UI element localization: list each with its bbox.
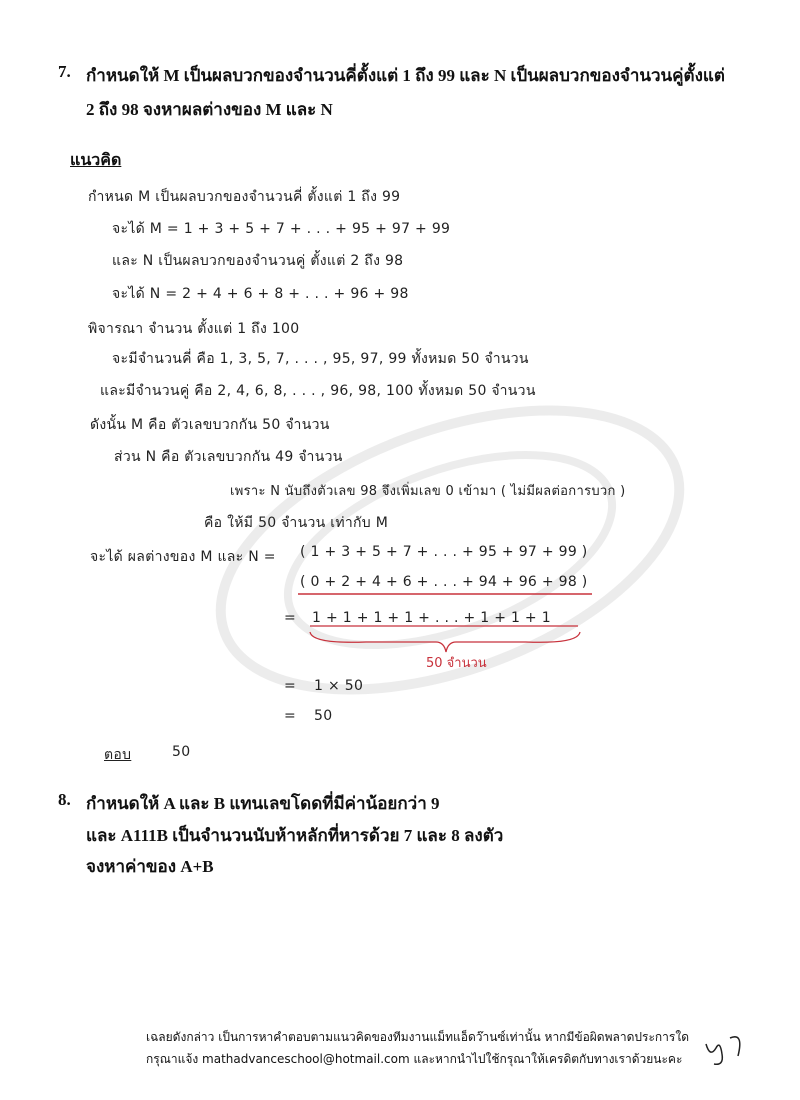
solution-line: ส่วน N คือ ตัวเลขบวกกัน 49 จำนวน bbox=[114, 449, 343, 465]
difference-label: จะได้ ผลต่างของ M และ N = bbox=[90, 549, 276, 565]
brace-label: 50 จำนวน bbox=[426, 656, 487, 671]
equals-sign: = bbox=[284, 708, 297, 724]
question-8-line-3: จงหาค่าของ A+B bbox=[86, 857, 214, 876]
question-8-number: 8. bbox=[58, 790, 71, 809]
equals-sign: = bbox=[284, 678, 297, 694]
signature-mark bbox=[700, 1026, 756, 1070]
step-result: 50 bbox=[314, 708, 333, 724]
question-8-line-2: และ A111B เป็นจำนวนนับห้าหลักที่หารด้วย 7 และ 8 ลงตัว bbox=[86, 826, 504, 845]
difference-row-ones: 1 + 1 + 1 + 1 + . . . + 1 + 1 + 1 bbox=[312, 610, 551, 626]
solution-line: และ N เป็นผลบวกของจำนวนคู่ ตั้งแต่ 2 ถึง 98 bbox=[112, 253, 404, 269]
subtraction-line bbox=[296, 590, 596, 598]
answer-value: 50 bbox=[172, 744, 191, 760]
question-8-line-1: กำหนดให้ A และ B แทนเลขโดดที่มีค่าน้อยกว่า 9 bbox=[86, 794, 440, 813]
solution-heading: แนวคิด bbox=[70, 152, 122, 169]
brace-icon bbox=[306, 624, 586, 654]
question-7-line-2: 2 ถึง 98 จงหาผลต่างของ M และ N bbox=[86, 100, 333, 119]
solution-line: จะได้ M = 1 + 3 + 5 + 7 + . . . + 95 + 97 + 99 bbox=[112, 221, 451, 237]
solution-line: จะมีจำนวนคี่ คือ 1, 3, 5, 7, . . . , 95, 97, 99 ทั้งหมด 50 จำนวน bbox=[112, 351, 529, 367]
solution-line: คือ ให้มี 50 จำนวน เท่ากับ M bbox=[204, 515, 389, 531]
solution-line: และมีจำนวนคู่ คือ 2, 4, 6, 8, . . . , 96, 98, 100 ทั้งหมด 50 จำนวน bbox=[100, 383, 536, 399]
solution-line: เพราะ N นับถึงตัวเลข 98 จึงเพิ่มเลข 0 เข้ามา ( ไม่มีผลต่อการบวก ) bbox=[230, 484, 626, 499]
footer-contact: กรุณาแจ้ง mathadvanceschool@hotmail.com และหากนำไปใช้กรุณาให้เครดิตกับทางเราด้วยนะคะ bbox=[146, 1052, 683, 1066]
step-multiply: 1 × 50 bbox=[314, 678, 364, 694]
solution-line: จะได้ N = 2 + 4 + 6 + 8 + . . . + 96 + 98 bbox=[112, 286, 409, 302]
footer-disclaimer: เฉลยดังกล่าว เป็นการหาคำตอบตามแนวคิดของทีมงานแม็ทแอ็ดว๊านซ์เท่านั้น หากมีข้อผิดพลาดประการใด bbox=[146, 1030, 689, 1044]
answer-label: ตอบ bbox=[104, 747, 132, 763]
equals-sign: = bbox=[284, 610, 297, 626]
solution-line: พิจารณา จำนวน ตั้งแต่ 1 ถึง 100 bbox=[88, 321, 300, 337]
difference-row-odd: ( 1 + 3 + 5 + 7 + . . . + 95 + 97 + 99 ) bbox=[300, 544, 588, 560]
solution-line: กำหนด M เป็นผลบวกของจำนวนคี่ ตั้งแต่ 1 ถึง 99 bbox=[88, 189, 401, 205]
solution-line: ดังนั้น M คือ ตัวเลขบวกกัน 50 จำนวน bbox=[90, 417, 330, 433]
question-7-line-1: กำหนดให้ M เป็นผลบวกของจำนวนคี่ตั้งแต่ 1 ถึง 99 และ N เป็นผลบวกของจำนวนคู่ตั้งแต่ bbox=[86, 66, 725, 85]
question-7-number: 7. bbox=[58, 62, 71, 81]
difference-row-even: ( 0 + 2 + 4 + 6 + . . . + 94 + 96 + 98 ) bbox=[300, 574, 588, 590]
